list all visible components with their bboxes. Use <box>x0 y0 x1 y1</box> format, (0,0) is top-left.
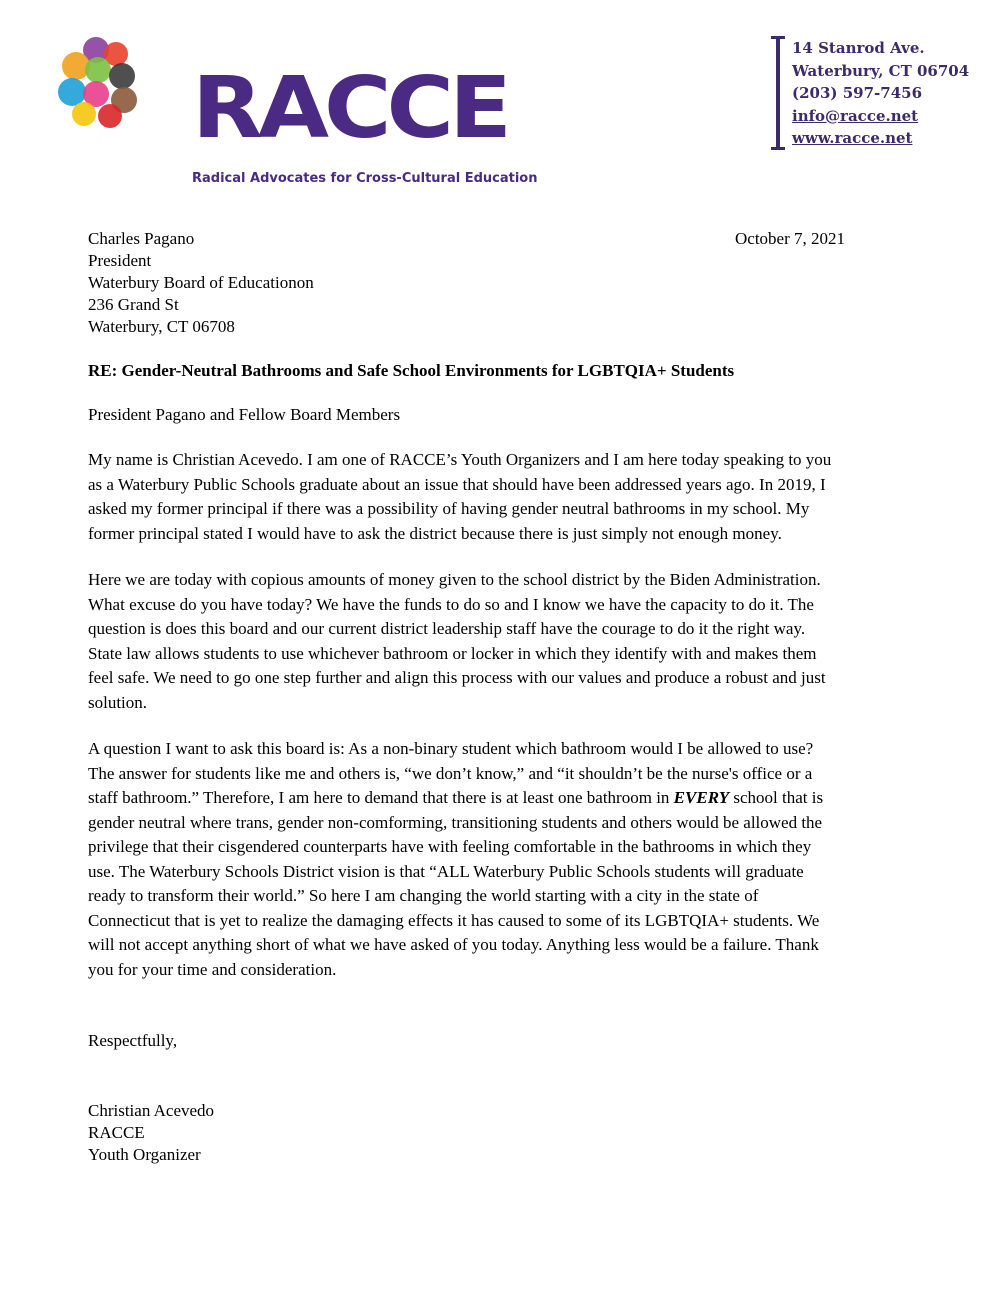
paragraph-text: staff bathroom.” Therefore, I am here to demand that there is at least one bathroom in <box>88 788 674 807</box>
letter-date: October 7, 2021 <box>735 229 846 248</box>
recipient-street: 236 Grand St <box>88 295 179 314</box>
signature-role: Youth Organizer <box>88 1145 201 1164</box>
contact-email-link[interactable]: info@racce.net <box>792 106 919 125</box>
racce-logo <box>58 36 538 186</box>
paragraph-line: My name is Christian Acevedo. I am one of RACCE’s Youth Organizers and I am here today speaking to you <box>88 450 832 469</box>
salutation: President Pagano and Fellow Board Members <box>88 405 401 424</box>
paragraph-line: A question I want to ask this board is: As a non-binary student which bathroom would I be allowed to use? <box>88 739 814 758</box>
paragraph-line: asked my former principal if there was a possibility of having gender neutral bathrooms in my school. My <box>88 499 810 518</box>
paragraph-line: What excuse do you have today? We have the funds to do so and I know we have the capacity to do it. The <box>88 594 814 614</box>
signature-organization: RACCE <box>88 1123 145 1142</box>
paragraph-line: feel safe. We need to go one step further and align this process with our values and produce a robust and just <box>88 668 826 687</box>
recipient-organization: Waterbury Board of Educationon <box>88 273 314 292</box>
signature-name: Christian Acevedo <box>88 1101 215 1120</box>
contact-city: Waterbury, CT 06704 <box>792 61 970 80</box>
paragraph-line: State law allows students to use whichever bathroom or locker in which they identify with and makes them <box>88 643 817 663</box>
paragraph-line: former principal stated I would have to ask the district because there is just simply not enough money. <box>88 523 782 543</box>
closing: Respectfully, <box>88 1031 178 1050</box>
paragraph-line <box>88 786 888 811</box>
recipient-name: Charles Pagano <box>88 229 195 248</box>
logo-wordmark: RACCE <box>192 58 507 158</box>
paragraph-line: will not accept anything short of what we have asked of you today. Anything less would be a failure. Thank <box>88 935 819 954</box>
recipient-title: President <box>88 251 152 270</box>
contact-bar-icon <box>770 36 786 150</box>
emphasis-every: EVERY <box>673 788 730 807</box>
paragraph-line: Here we are today with copious amounts of money given to the school district by the Biden Administration. <box>88 570 821 589</box>
paragraph-line: use. The Waterbury Schools District vision is that “ALL Waterbury Public Schools students will graduate <box>88 861 804 881</box>
paragraph-line: Connecticut that is yet to realize the damaging effects it has caused to some of its LGBTQIA+ students. We <box>88 910 820 930</box>
paragraph-1 <box>88 448 888 546</box>
recipient-address <box>88 228 888 338</box>
subject-line: RE: Gender-Neutral Bathrooms and Safe School Environments for LGBTQIA+ Students <box>88 361 735 380</box>
paragraph-3 <box>88 737 888 982</box>
letter-body <box>88 228 888 1166</box>
contact-website-link[interactable]: www.racce.net <box>792 129 913 147</box>
paragraph-2 <box>88 568 888 715</box>
paragraph-line: gender neutral where trans, gender non-comforming, transitioning students and others would be allowed the <box>88 812 823 832</box>
paragraph-line: solution. <box>88 692 148 712</box>
logo-tagline: Radical Advocates for Cross-Cultural Education <box>192 171 538 186</box>
paragraph-text: school that is <box>729 788 824 807</box>
paragraph-line: ready to transform their world.” So here I am changing the world starting with a city in the state of <box>88 886 759 905</box>
paragraph-line: you for your time and consideration. <box>88 959 337 979</box>
signature-block <box>88 1100 888 1166</box>
paragraph-line: question is does this board and our current district leadership staff have the courage to do it the right way. <box>88 619 806 638</box>
paragraph-line: The answer for students like me and others is, “we don’t know,” and “it shouldn’t be the nurse's office or a <box>88 763 813 783</box>
contact-street: 14 Stanrod Ave. <box>792 39 925 57</box>
recipient-city: Waterbury, CT 06708 <box>88 317 235 336</box>
paragraph-line: privilege that their cisgendered counterparts have with feeling comfortable in the bathrooms in which they <box>88 837 812 856</box>
contact-phone: (203) 597-7456 <box>792 84 923 102</box>
contact-block <box>770 36 970 150</box>
paragraph-line: as a Waterbury Public Schools graduate about an issue that should have been addressed years ago. In 2019, I <box>88 474 826 494</box>
